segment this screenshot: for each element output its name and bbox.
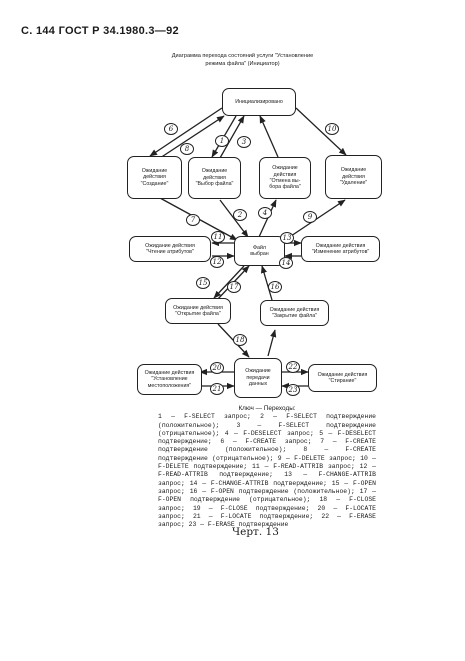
transition-number-13: 13: [280, 232, 294, 244]
transition-number-9: 9: [303, 211, 317, 223]
legend: [158, 405, 376, 529]
edge-5: [260, 116, 278, 157]
transition-number-10: 10: [325, 123, 339, 135]
figure-label: Черт. 13: [232, 526, 279, 538]
transition-number-8: 8: [180, 143, 194, 155]
transition-number-2: 2: [233, 209, 247, 221]
transition-number-18: 18: [233, 334, 247, 346]
transition-number-15: 15: [196, 277, 210, 289]
transition-number-7: 7: [186, 214, 200, 226]
state-await-erase: Ожидание действия "Стирание": [308, 364, 377, 392]
edge-10: [296, 108, 346, 155]
transition-number-22: 22: [286, 361, 300, 373]
transition-number-1: 1: [215, 135, 229, 147]
state-await-data-transfer: Ожидание передачи данных: [234, 358, 282, 398]
transition-number-12: 12: [210, 256, 224, 268]
legend-text: 1 — F-SELECT запрос; 2 — F-SELECT подтверждение (положительное); 3 — F-SELECT подтверждение (отрицательное); 4 — F-DESELECT запрос; 5 — F-DESELECT подтверждение; 6 — F-CREATE запрос; 7 — F-CREATE подтверждение (положительное); 8 — F-CREATE подтверждение (отрицательное); 9 — F-DELETE запрос; 10 — F-DELETE подтверждение; 11 — F-READ-ATTRIB запрос; 12 — F-READ-ATTRIB подтверждение; 13 — F-CHANGE-ATTRIB запрос; 14 — F-CHANGE-ATTRIB подтверждение; 15 — F-OPEN запрос; 16 — F-OPEN подтверждение (положительное); 17 — F-OPEN подтверждение (отрицательное); 18 — F-CLOSE запрос; 19 — F-CLOSE подтверждение; 20 — F-LOCATE запрос; 21 — F-LOCATE подтверждение; 22 — F-ERASE запрос; 23 — F-ERASE подтверждение: [158, 413, 376, 529]
diagram-caption-line1: Диаграмма перехода состояний услуги "Установление: [171, 53, 314, 59]
state-await-select: Ожидание действия "Выбор файла": [188, 157, 241, 199]
state-file-selected: Файл выбран: [234, 236, 285, 266]
diagram-caption-line2: режима файла" (Инициатор): [205, 61, 280, 67]
transition-number-11: 11: [211, 231, 225, 243]
state-initialized: Инициализировано: [222, 88, 296, 116]
transition-number-20: 20: [210, 362, 224, 374]
transition-number-16: 16: [268, 281, 282, 293]
state-await-create: Ожидание действия "Создание": [127, 156, 182, 199]
page-header: С. 144 ГОСТ Р 34.1980.3—92: [21, 25, 179, 37]
state-await-delete: Ожидание действия "Удаление": [325, 155, 382, 199]
state-await-locate: Ожидание действия "Установление местоположения": [137, 364, 202, 395]
state-await-read-attrib: Ожидание действия "Чтение атрибутов": [129, 236, 211, 262]
transition-number-21: 21: [210, 383, 224, 395]
transition-number-17: 17: [227, 281, 241, 293]
transition-number-23: 23: [286, 384, 300, 396]
state-await-change-attrib: Ожидание действия "Изменение атрибутов": [301, 236, 380, 262]
transition-number-3: 3: [237, 136, 251, 148]
state-await-open: Ожидание действия "Открытие файла": [165, 298, 231, 324]
legend-title: Ключ — Переходы:: [238, 405, 296, 412]
edge-18: [268, 330, 275, 356]
transition-number-4: 4: [258, 207, 272, 219]
transition-number-6: 6: [164, 123, 178, 135]
state-await-close: Ожидание действия "Закрытие файла": [260, 300, 329, 326]
state-await-deselect: Ожидание действия "Отмена вы- бора файла": [259, 157, 311, 199]
transition-number-14: 14: [279, 257, 293, 269]
